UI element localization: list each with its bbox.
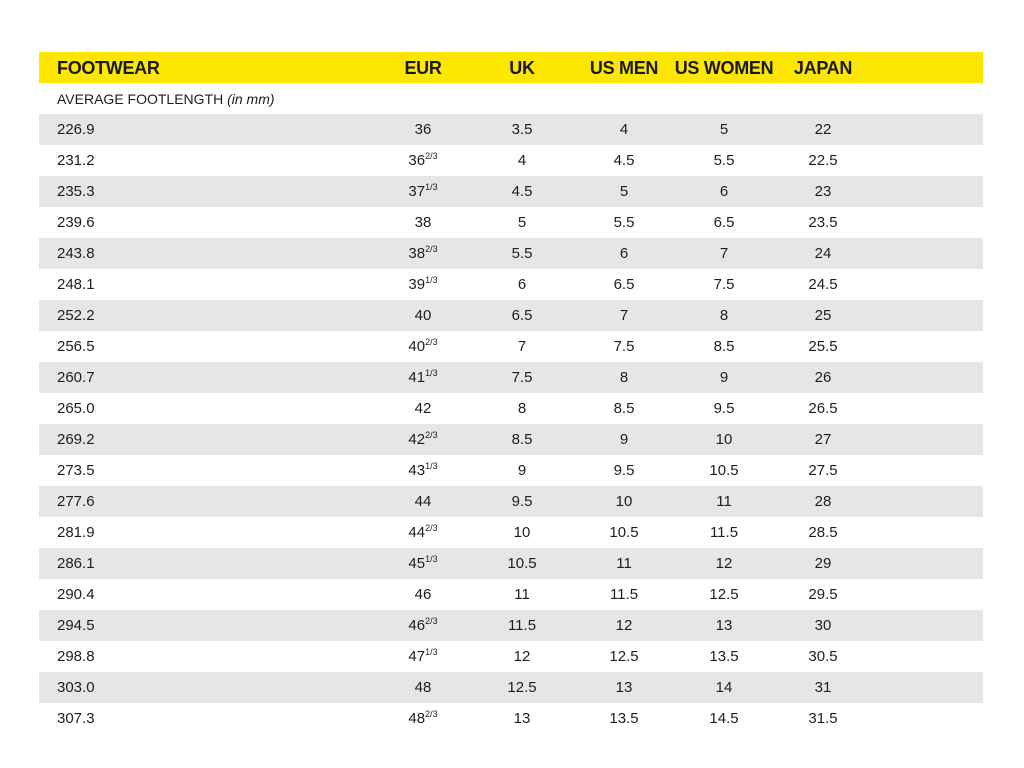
eur-whole: 36 <box>408 152 426 169</box>
eur-value <box>415 579 432 610</box>
eur-whole: 46 <box>408 617 426 634</box>
eur-whole: 48 <box>414 679 432 696</box>
eur-value <box>408 145 437 176</box>
eur-whole: 36 <box>414 121 432 138</box>
cell-footlength: 273.5 <box>57 462 95 479</box>
table-row: 294.5 $46^{2/3}$ 11.5 12 13 30 <box>39 610 983 641</box>
eur-fraction: 1/3 <box>425 647 438 657</box>
eur-fraction: 1/3 <box>425 554 438 564</box>
eur-value <box>408 703 437 734</box>
eur-value <box>408 362 437 393</box>
eur-value <box>415 300 432 331</box>
cell-footlength: 260.7 <box>57 369 95 386</box>
size-conversion-table <box>39 52 983 734</box>
table-row: 231.2 $36^{2/3}$ 4 4.5 5.5 22.5 <box>39 145 983 176</box>
table-row: 298.8 $47^{1/3}$ 12 12.5 13.5 30.5 <box>39 641 983 672</box>
cell-footlength: 239.6 <box>57 214 95 231</box>
eur-fraction: 2/3 <box>425 709 438 719</box>
subheader-unit-note: (in mm) <box>227 91 275 107</box>
table-row: 248.1 $39^{1/3}$ 6 6.5 7.5 24.5 <box>39 269 983 300</box>
eur-whole: 48 <box>408 710 426 727</box>
table-row: 303.0 48 12.5 13 14 31 <box>39 672 983 703</box>
cell-footlength: 269.2 <box>57 431 95 448</box>
cell-footlength: 286.1 <box>57 555 95 572</box>
table-subheader-row <box>39 83 983 114</box>
eur-value <box>408 269 437 300</box>
eur-whole: 40 <box>414 307 432 324</box>
eur-fraction: 1/3 <box>425 182 438 192</box>
table-row: 260.7 $41^{1/3}$ 7.5 8 9 26 <box>39 362 983 393</box>
table-row: 281.9 $44^{2/3}$ 10 10.5 11.5 28.5 <box>39 517 983 548</box>
table-body <box>39 114 983 734</box>
table-row: 243.8 $38^{2/3}$ 5.5 6 7 24 <box>39 238 983 269</box>
eur-fraction: 2/3 <box>425 430 438 440</box>
eur-value <box>408 641 437 672</box>
eur-value <box>415 114 432 145</box>
eur-whole: 37 <box>408 183 426 200</box>
eur-value <box>415 486 432 517</box>
cell-footlength: 294.5 <box>57 617 95 634</box>
cell-footlength: 235.3 <box>57 183 95 200</box>
table-row: 277.6 44 9.5 10 11 28 <box>39 486 983 517</box>
cell-footlength: 265.0 <box>57 400 95 417</box>
table-row: 286.1 $45^{1/3}$ 10.5 11 12 29 <box>39 548 983 579</box>
eur-fraction: 2/3 <box>425 244 438 254</box>
eur-whole: 44 <box>414 493 432 510</box>
eur-whole: 42 <box>414 400 432 417</box>
eur-value <box>408 517 437 548</box>
table-row: 269.2 $42^{2/3}$ 8.5 9 10 27 <box>39 424 983 455</box>
eur-whole: 38 <box>414 214 432 231</box>
table-row: 273.5 $43^{1/3}$ 9 9.5 10.5 27.5 <box>39 455 983 486</box>
cell-footlength: 281.9 <box>57 524 95 541</box>
eur-fraction: 2/3 <box>425 151 438 161</box>
eur-value <box>408 331 437 362</box>
cell-footlength: 307.3 <box>57 710 95 727</box>
eur-whole: 47 <box>408 648 426 665</box>
cell-footlength: 231.2 <box>57 152 95 169</box>
eur-fraction: 1/3 <box>425 461 438 471</box>
eur-value <box>415 393 432 424</box>
cell-footlength: 243.8 <box>57 245 95 262</box>
subheader-text: AVERAGE FOOTLENGTH <box>57 91 228 107</box>
eur-whole: 42 <box>408 431 426 448</box>
eur-fraction: 2/3 <box>425 523 438 533</box>
table-row: 290.4 46 11 11.5 12.5 29.5 <box>39 579 983 610</box>
eur-whole: 46 <box>414 586 432 603</box>
cell-footlength: 252.2 <box>57 307 95 324</box>
cell-footlength: 298.8 <box>57 648 95 665</box>
cell-footlength: 226.9 <box>57 121 95 138</box>
table-row: 252.2 40 6.5 7 8 25 <box>39 300 983 331</box>
eur-value <box>408 176 437 207</box>
eur-fraction: 2/3 <box>425 616 438 626</box>
table-header-row: FOOTWEAR EUR UK US MEN US WOMEN JAPAN <box>39 52 983 83</box>
eur-whole: 44 <box>408 524 426 541</box>
eur-value <box>415 672 432 703</box>
eur-whole: 40 <box>408 338 426 355</box>
table-row: 265.0 42 8 8.5 9.5 26.5 <box>39 393 983 424</box>
subheader-label <box>57 91 275 107</box>
eur-value <box>408 238 437 269</box>
cell-footlength: 277.6 <box>57 493 95 510</box>
eur-whole: 39 <box>408 276 426 293</box>
eur-value <box>408 548 437 579</box>
header-footwear: FOOTWEAR <box>57 58 160 78</box>
eur-whole: 38 <box>408 245 426 262</box>
eur-fraction: 2/3 <box>425 337 438 347</box>
eur-whole: 45 <box>408 555 426 572</box>
eur-value <box>408 610 437 641</box>
table-row: 235.3 $37^{1/3}$ 4.5 5 6 23 <box>39 176 983 207</box>
eur-value <box>408 424 437 455</box>
eur-fraction: 1/3 <box>425 275 438 285</box>
table-row: 226.9 36 3.5 4 5 22 <box>39 114 983 145</box>
eur-fraction: 1/3 <box>425 368 438 378</box>
eur-value <box>408 455 437 486</box>
table-row: 307.3 $48^{2/3}$ 13 13.5 14.5 31.5 <box>39 703 983 734</box>
table-row: 239.6 38 5 5.5 6.5 23.5 <box>39 207 983 238</box>
cell-footlength: 248.1 <box>57 276 95 293</box>
cell-footlength: 256.5 <box>57 338 95 355</box>
eur-whole: 43 <box>408 462 426 479</box>
eur-value <box>415 207 432 238</box>
eur-whole: 41 <box>408 369 426 386</box>
table-row: 256.5 $40^{2/3}$ 7 7.5 8.5 25.5 <box>39 331 983 362</box>
cell-footlength: 303.0 <box>57 679 95 696</box>
cell-footlength: 290.4 <box>57 586 95 603</box>
